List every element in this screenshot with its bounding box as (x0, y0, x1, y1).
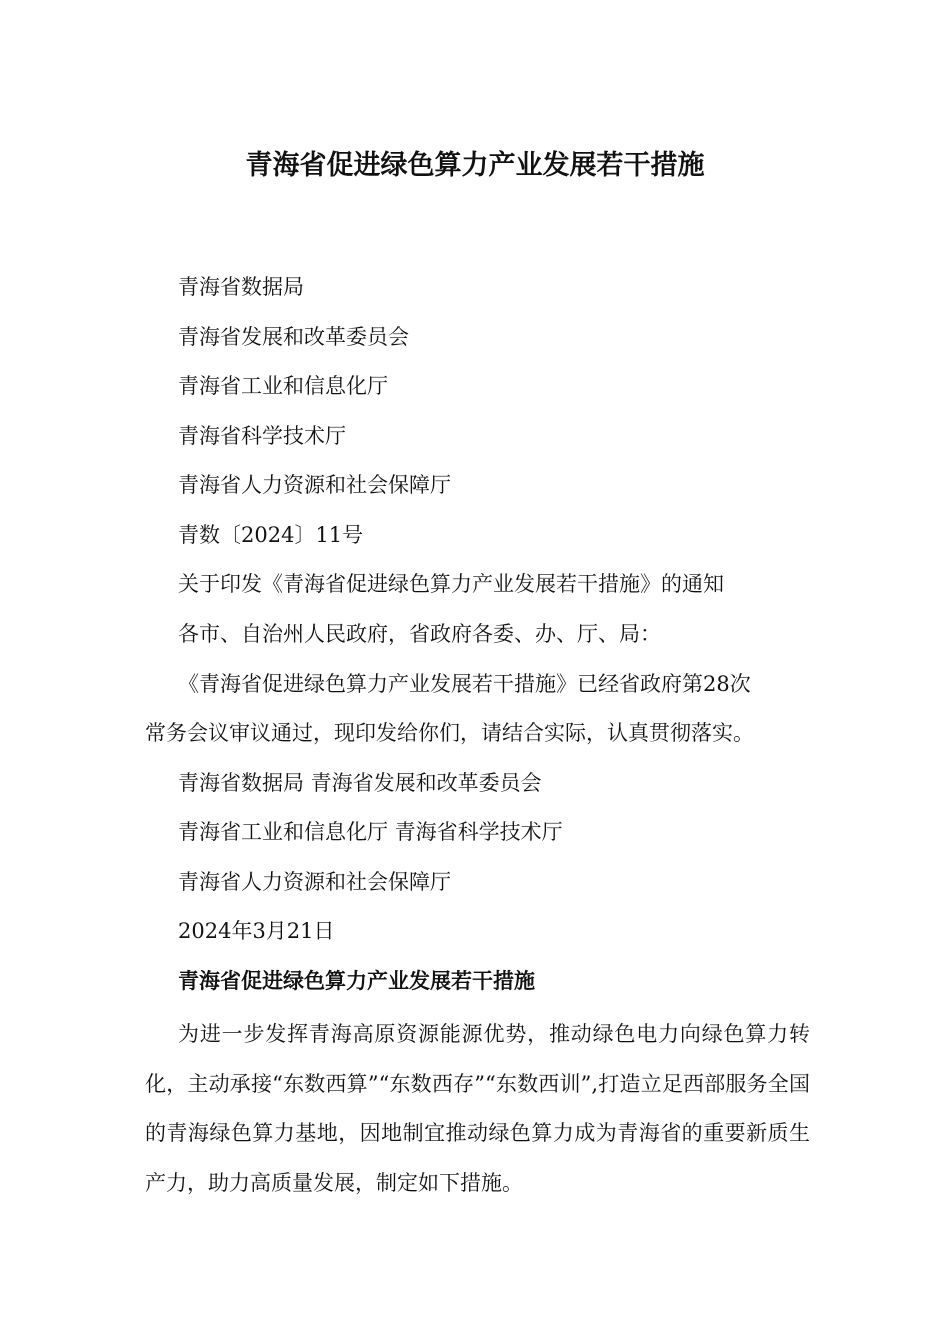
issuer-line: 青海省科学技术厅 (178, 424, 346, 448)
issuer-line: 青海省工业和信息化厅 (178, 374, 388, 398)
intro-paragraph: 为进一步发挥青海高原资源能源优势，推动绿色电力向绿色算力转化，主动承接“东数西算”“东数西存”“东数西训”,打造立足西部服务全国的青海绿色算力基地，因地制宜推动绿色算力成为青海省的重要新质生产力，助力高质量发展，制定如下措施。 (145, 1022, 810, 1195)
document-title: 青海省促进绿色算力产业发展若干措施 (245, 150, 705, 181)
signature-line: 青海省工业和信息化厅 青海省科学技术厅 (178, 820, 563, 844)
recipients-line: 各市、自治州人民政府，省政府各委、办、厅、局： (178, 622, 661, 646)
issuer-line: 青海省人力资源和社会保障厅 (178, 473, 451, 497)
signature-line: 青海省人力资源和社会保障厅 (178, 870, 451, 894)
notice-body-line: 常务会议审议通过，现印发给你们，请结合实际，认真贯彻落实。 (145, 721, 754, 745)
notice-title: 关于印发《青海省促进绿色算力产业发展若干措施》的通知 (178, 572, 724, 596)
section-heading: 青海省促进绿色算力产业发展若干措施 (178, 969, 535, 993)
issuer-line: 青海省数据局 (178, 275, 304, 299)
document-number: 青数〔2024〕11号 (178, 523, 364, 547)
signature-line: 青海省数据局 青海省发展和改革委员会 (178, 771, 542, 795)
issuer-line: 青海省发展和改革委员会 (178, 325, 409, 349)
document-date: 2024年3月21日 (178, 919, 335, 943)
notice-body-line: 《青海省促进绿色算力产业发展若干措施》已经省政府第28次 (178, 672, 751, 696)
